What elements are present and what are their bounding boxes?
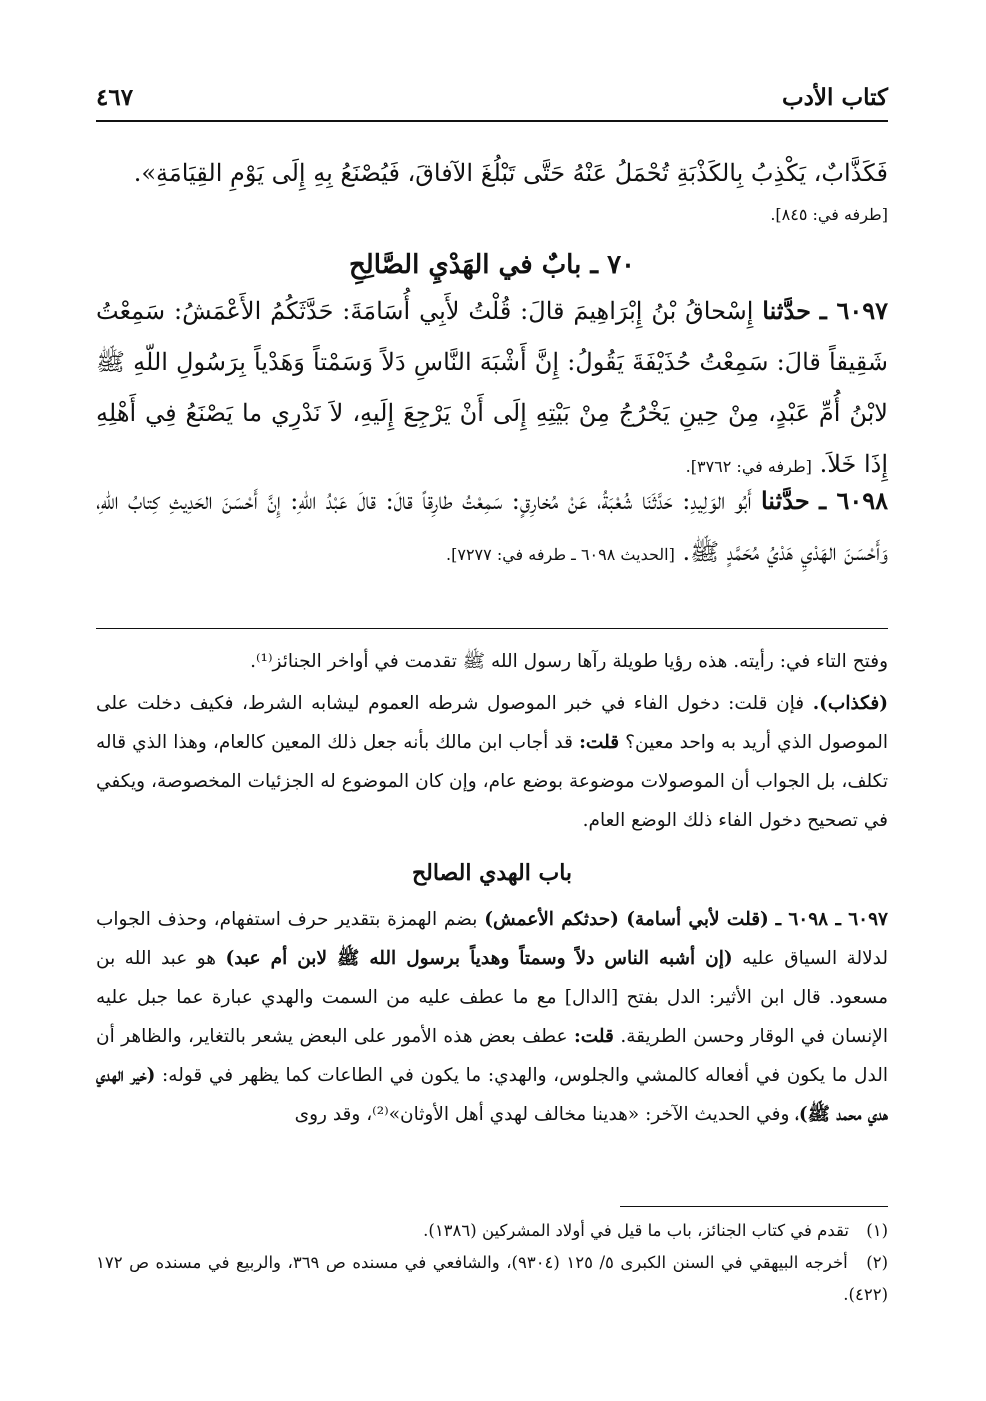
footnote-item [96,1247,888,1311]
commentary-p3-b3: قلت: [573,1026,614,1047]
intro-reference [96,205,888,224]
chapter-title: ٧٠ ـ بابٌ في الهَدْيِ الصَّالِحِ [349,250,635,280]
hadith-6097-lead: حدَّثنا [762,296,811,325]
running-header [96,78,888,118]
commentary-p3-d: عطف بعض هذه الأمور على البعض يشعر بالتغاير، والظاهر أن الدل ما يكون في أفعاله كالمشي والجلوس، والهدي: ما يكون في الطاعات كما يظهر في قوله: [96,1026,888,1086]
footnote-text: تقدم في كتاب الجنائز، باب ما قيل في أولاد المشركين (١٣٨٦). [423,1221,849,1240]
commentary-p2-b: قد أجاب ابن مالك بأنه جعل ذلك المعين كالعام، وهذا الذي قاله تكلف، بل الجواب أن الموصولات موضوعة بوضع عام، وإن كان الموضوع له الجزئيات المخصوصة، ويكفي في تصحيح دخول الفاء ذلك الوضع العام. [96,732,888,831]
hadith-6097-ref: [طرفه في: ٣٧٦٢]. [685,457,812,476]
commentary-p1-text: وفتح التاء في: رأيته. هذه رؤيا طويلة رآها رسول الله ﷺ تقدمت في أواخر الجنائز⁽¹⁾. [250,651,888,672]
commentary-p1 [96,642,888,681]
footnote-number: (٢) [866,1253,888,1272]
footnotes [96,1215,888,1311]
hadith-6098-ref: [الحديث ٦٠٩٨ ـ طرفه في: ٧٢٧٧]. [446,545,675,564]
intro-hadith-end [96,148,888,199]
hadith-6097-number: ٦٠٩٧ ـ [819,296,888,325]
commentary-p2-a: فإن قلت: دخول الفاء في خبر الموصول شرطه العموم ليشابه الشرط، فكيف دخلت على الموصول الذي أريد به واحد معين؟ [96,693,888,753]
footnote-number: (١) [866,1221,888,1240]
intro-ref-text: [طرفه في: ٨٤٥]. [770,205,888,224]
footnote-separator [620,1206,888,1207]
footnote-text: أخرجه البيهقي في السنن الكبرى ٥/ ١٢٥ (٩٣٠٤)، والشافعي في مسنده ص ٣٦٩، والربيع في مسنده ص ١٧٢ (٤٢٢). [96,1253,888,1304]
commentary-p2-bold2: قلت: [579,732,620,753]
hadith-6097-text: إِسْحاقُ بْنُ إِبْرَاهِيمَ قالَ: قُلْتُ لأَبِي أُسَامَةَ: حَدَّثَكُمُ الأَعْمَشُ: سَمِعْتُ شَقِيقاً قالَ: سَمِعْتُ حُذَيْفَةَ يَقُولُ: إِنَّ أَشْبَهَ النَّاسِ دَلاً وَسَمْتاً وَهَدْياً بِرَسُولِ اللّهِ ﷺ لابْنُ أُمِّ عَبْدٍ، مِنْ حِينِ يَخْرُجُ مِنْ بَيْتِهِ إِلَى أَنْ يَرْجِعَ إِلَيهِ، لاَ نَدْرِي ما يَصْنَعُ فِي أَهْلِهِ إِذَا خَلاَ. [96,297,888,478]
book-title: كتاب الأدب [782,84,888,111]
text-commentary-separator [96,628,888,629]
commentary-p3-a: بضم الهمزة بتقدير حرف استفهام، وحذف الجواب لدلالة السياق عليه [96,909,888,969]
commentary-p2-bold: (فكذاب). [812,693,888,714]
hadith-6097 [96,285,888,492]
commentary-p3-num: ٦٠٩٧ ـ ٦٠٩٨ ـ [775,909,888,930]
commentary-p3 [96,900,888,1134]
commentary-p3-b1: (قلت لأبي أسامة) (حدثكم الأعمش) [484,909,769,930]
commentary-p3-c: هو عبد الله بن مسعود. قال ابن الأثير: الدل بفتح [الدال] مع ما عطف عليه من السمت والهدي عبارة عما جبل عليه الإنسان في الوقار وحسن الطريقة. [96,948,888,1047]
hadith-6098-number: ٦٠٩٨ ـ [819,486,888,515]
footnote-item [96,1215,888,1247]
commentary-p2 [96,684,888,840]
page-number: ٤٦٧ [96,84,134,111]
commentary-p3-b4: (خير الهدي هدي محمد ﷺ)، [96,1065,888,1125]
commentary-subheading: باب الهدي الصالح [411,860,573,886]
hadith-6098 [96,475,888,580]
commentary-p3-b2: (إن أشبه الناس دلاً وسمتاً وهدياً برسول الله ﷺ لابن أم عبد) [225,948,733,969]
hadith-6098-lead: حدَّثنا [760,486,810,515]
header-rule [96,120,888,122]
hadith-6098-text: أَبُو الوَلِيدِ: حَدَّثَنَا شُعْبَةُ، عَنْ مُخارِقٍ: سَمِعْتُ طارِقاً قالَ: قالَ عَبْدُ اللّهِ: إِنَّ أَحْسَنَ الحَدِيثِ كِتابُ اللّهِ، وَأَحْسَنَ الهَدْيِ هَدْيُ مُحَمَّدٍ ﷺ. [96,487,888,566]
commentary-p3-e: وفي الحديث الآخر: «هدينا مخالف لهدي أهل الأوثان»⁽²⁾، وقد روى [294,1104,790,1125]
intro-text: فَكَذَّابٌ، يَكْذِبُ بِالكَذْبَةِ تُحْمَلُ عَنْهُ حَتَّى تَبْلُغَ الآفاقَ، فَيُصْنَعُ بِهِ إِلَى يَوْمِ القِيَامَةِ». [133,159,888,187]
